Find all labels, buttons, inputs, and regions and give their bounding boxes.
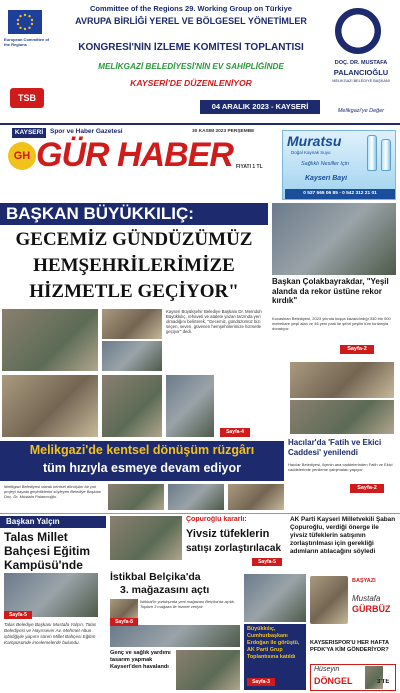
urban-body: Melikgazi Belediyesi olarak kentsel dönüşüm bir çok projeyi hayata geçirdiklerini söyleyen Belediye Başkanı Doç. Dr. Mustafa Palancıoğlu. xyxy=(4,484,102,499)
urban-banner xyxy=(0,441,284,481)
mayor-role: MELİKGAZİ BELEDİYE BAŞKANI xyxy=(332,79,390,83)
talas-line2: Bahçesi Eğitim xyxy=(4,544,91,557)
municipality-seal-icon xyxy=(335,8,381,54)
banner-line5: KAYSERİ'DE DÜZENLENİYOR xyxy=(130,78,252,88)
muratsu-phones: 0 537 565 06 85 - 0 542 312 21 01 xyxy=(285,189,395,199)
masthead-price: FİYATI 1 TL xyxy=(236,164,263,170)
talas-kicker: Başkan Yalçın xyxy=(6,517,60,526)
mayor-title: DOÇ. DR. MUSTAFA xyxy=(334,60,388,66)
tsb-label: TSB xyxy=(18,93,36,103)
genc-title: Genç ve sağlık yardımı tasarım yapmak Kayseri'den havalandı xyxy=(110,650,171,670)
columnist2-first: Hüseyin xyxy=(314,666,340,673)
columnist1-first: Mustafa xyxy=(352,594,381,603)
hacilar-page: Sayfa-2 xyxy=(350,484,384,493)
talas-kicker-box xyxy=(0,516,106,528)
columnist2-last: DÖNGEL xyxy=(314,676,353,686)
headline-line2: HEMŞEHRİLERİMİZE xyxy=(33,255,235,276)
banner-line2: AVRUPA BİRLİĞİ YEREL VE BÖLGESEL YÖNETİMLER xyxy=(75,16,307,26)
logo-gh: GH xyxy=(13,150,31,162)
copuroglu-page: Sayfa-5 xyxy=(252,558,282,566)
muratsu-ad xyxy=(282,130,396,200)
muratsu-dealer: Kayseri Bayi xyxy=(305,175,348,182)
masthead xyxy=(0,126,280,200)
eu-flag-icon xyxy=(8,10,42,34)
banner-line1: Committee of the Regions 29. Working Group on Türkiye xyxy=(90,4,292,13)
divider xyxy=(0,123,400,125)
talas-body: Talas Belediye Başkanı Mustafa Yalçın, Talas Belediyesi ve Hayırsever Av. Mehmet Altun işbirliğiyle yapımı süren Millet Bahçesi Eğitim Kampüsünde incelemelerde bulundu. xyxy=(4,622,97,645)
hacilar-body: Hacılar Belediyesi, ilçenin ana caddelerinden Fatih ve Ekici caddelerinde yenileme çalışmaları yapıyor. xyxy=(288,462,393,472)
headline-line3: HİZMETLE GEÇİYOR" xyxy=(29,281,239,302)
banner-line4: MELİKGAZİ BELEDİYESİ'NİN EV SAHİPLİĞİNDE xyxy=(98,62,284,71)
talas-page: Sayfa-5 xyxy=(4,611,32,619)
belcika-line1: İstikbal Belçika'da xyxy=(110,571,201,583)
side-story-title: Başkan Çolakbayrakdar, "Yeşil alanda da rekor üstüne rekor kırdık" xyxy=(272,277,389,305)
columnist1-question: KAYSERİSPOR'U HER HAFTA PFDK'YA KİM GÖNDERİYOR? xyxy=(310,640,389,653)
masthead-subtitle: Spor ve Haber Gazetesi xyxy=(50,128,123,135)
columnist2-box xyxy=(310,664,396,691)
copuroglu-photo xyxy=(110,516,182,560)
urban-photo-1 xyxy=(108,484,164,510)
headline-line1: GECEMİZ GÜNDÜZÜMÜZ xyxy=(15,229,253,250)
masthead-logo: GÜR HABER xyxy=(36,136,233,174)
headline-kicker-box xyxy=(0,203,268,225)
cumhurbaskani-box xyxy=(244,624,306,690)
water-bottle-icon xyxy=(381,139,391,171)
cumhurbaskani-title: Büyükkılıç, Cumhurbaşkanı Erdoğan ile görüştü, AK Parti Grup Toplantısına katıldı xyxy=(247,626,300,660)
copuroglu-line2: satışı zorlaştırılacak xyxy=(186,543,282,554)
side-story-body: Kocasinan Belediyesi, 2023 yılında kuşça kazandırdığı 330 bin 000 metrekare yeşil alan ve 46 yeni park ile şehri yeşilin tüm tonlarıyla donatıyor. xyxy=(272,316,391,331)
headline-kicker: BAŞKAN BÜYÜKKILIÇ: xyxy=(6,204,194,223)
masthead-city: KAYSERİ xyxy=(12,128,46,138)
lead-page: Sayfa-4 xyxy=(220,428,250,437)
hacilar-photo-1 xyxy=(290,362,394,398)
talas-line1: Talas Millet xyxy=(4,530,68,543)
columnist1-box xyxy=(308,574,396,638)
erdogan-photo xyxy=(244,574,306,622)
muratsu-motto: Sağlıklı Nesiller İçin xyxy=(301,161,349,167)
ak-parti-body: AK Parti Kayseri Milletvekili Şaban Çopuroğlu, verdiği önerge ile yivsiz tüfeklerin satışının zorlaştırılması için gerekliği adımların atılacağını söyledi xyxy=(290,516,396,555)
belcika-page: Sayfa-8 xyxy=(110,618,138,626)
banner-line3: KONGRESİ'NİN İZLEME KOMİTESİ TOPLANTISI xyxy=(78,42,304,53)
mayor-name: PALANCIOĞLU xyxy=(333,68,389,77)
lead-text: Kayseri Büyükşehir Belediye Başkanı Dr. Memduh Büyükkılıç, rehaveti ve atalete yazan tarzında yeri olmadığını belirterek, "Gecemiz, gündüzümüz bizi seçen, seven, güvenen hemşehrilerimize hizmetle geçiyor" dedi. xyxy=(166,309,262,334)
lead-photo-5 xyxy=(102,375,162,437)
genc-photo xyxy=(176,650,240,690)
belcika-line2: 3. mağazasını açtı xyxy=(120,584,210,596)
lead-photo-1 xyxy=(2,309,98,371)
urban-line1: Melikgazi'de kentsel dönüşüm rüzgârı xyxy=(29,443,255,457)
talas-line3: Kampüsü'nde xyxy=(4,558,83,571)
columnist1-tag: BAŞYAZI xyxy=(352,578,376,584)
belcika-body: İstikbal'in yurtdışında yeni mağazası Belçika'da açıldı. Toplam 3 mağaza ile hizmet veriyor. xyxy=(140,599,236,609)
columnist1-last: GÜRBÜZ xyxy=(352,604,391,614)
tsb-logo xyxy=(10,88,44,108)
muratsu-brand: Muratsu xyxy=(287,133,342,149)
lead-photo-3 xyxy=(102,341,162,371)
gh-logo-icon xyxy=(8,142,36,170)
masthead-date: 30 KASIM 2023 PERŞEMBE xyxy=(192,129,255,134)
urban-line2: tüm hızıyla esmeye devam ediyor xyxy=(42,461,241,475)
divider xyxy=(0,513,400,514)
hacilar-photo-2 xyxy=(290,400,394,434)
banner-slogan: Melikgazi'ye Değer xyxy=(337,108,385,114)
lead-photo-6 xyxy=(166,375,214,437)
urban-photo-2 xyxy=(168,484,224,510)
urban-photo-3 xyxy=(228,484,284,510)
columnist1-photo xyxy=(310,576,348,624)
copuroglu-line1: Yivsiz tüfeklerin xyxy=(186,528,270,540)
top-banner xyxy=(0,0,400,122)
belcika-store-photo xyxy=(110,625,240,647)
lead-photo-2 xyxy=(102,309,162,339)
water-bottle-icon xyxy=(367,135,377,171)
cumhurbaskani-page: Sayfa-3 xyxy=(247,678,275,686)
lead-photo-4 xyxy=(2,375,98,437)
side-story-photo xyxy=(272,203,396,275)
hacilar-title: Hacılar'da 'Fatih ve Ekici Caddesi' yenilendi xyxy=(288,438,382,457)
banner-date: 04 ARALIK 2023 - KAYSERİ xyxy=(200,100,320,114)
columnist2-page: 3'TE xyxy=(377,679,390,685)
muratsu-tagline: Doğal Kaynak Suyu xyxy=(291,150,331,155)
copuroglu-kicker: Çopuroğlu kararlı: xyxy=(186,516,247,523)
eu-label: European Committee of the Regions xyxy=(4,37,50,47)
side-story-page: Sayfa-2 xyxy=(340,345,374,354)
